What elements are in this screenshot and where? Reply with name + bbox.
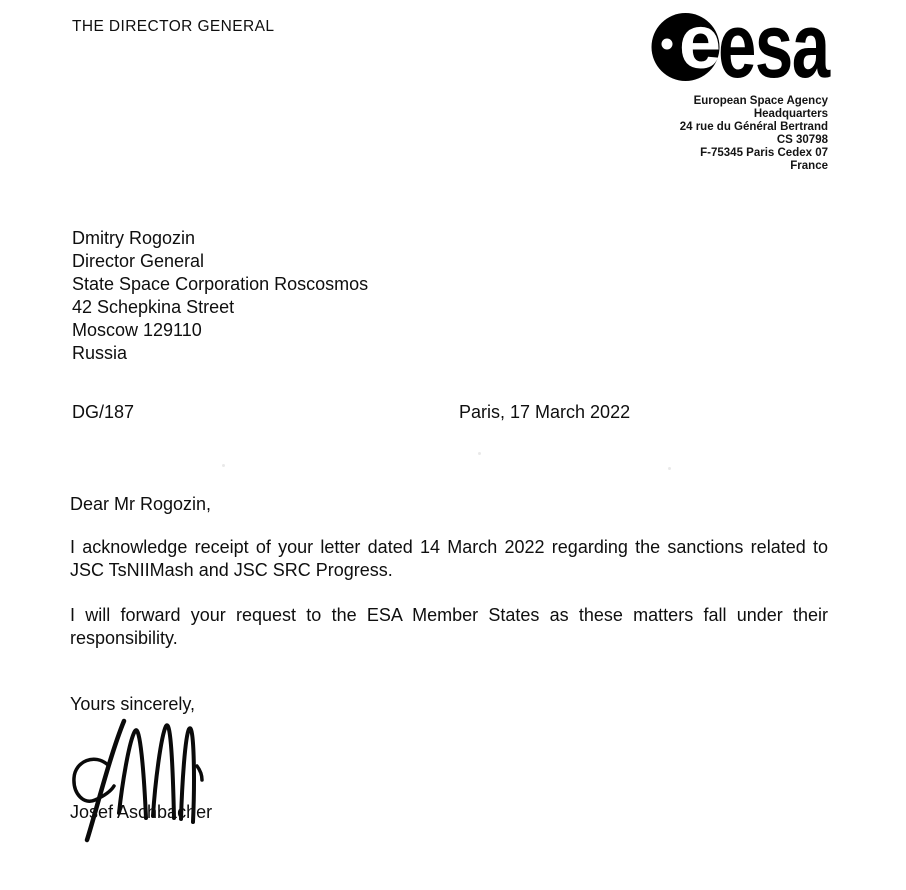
closing-phrase: Yours sincerely, <box>70 694 196 714</box>
recipient-title: Director General <box>72 251 205 271</box>
scan-artifact <box>478 452 481 455</box>
body-paragraph-2 <box>70 604 828 650</box>
agency-address-line: Headquarters <box>753 108 828 120</box>
body-paragraph-1 <box>70 536 828 582</box>
recipient-address-block <box>72 227 368 365</box>
svg-text:e: e <box>678 13 722 83</box>
recipient-country: Russia <box>72 343 128 363</box>
recipient-organization: State Space Corporation Roscosmos <box>72 274 369 294</box>
body-paragraph-2-line-1: I will forward your request to the ESA Member States as these matters fall under their <box>70 605 828 625</box>
dateline: Paris, 17 March 2022 <box>459 402 631 422</box>
agency-address-line: 24 rue du Général Bertrand <box>679 121 828 133</box>
scan-artifact <box>668 467 671 470</box>
recipient-name: Dmitry Rogozin <box>72 228 196 248</box>
reference-number: DG/187 <box>72 402 135 422</box>
scan-artifact <box>222 464 225 467</box>
handwritten-signature <box>55 703 220 848</box>
agency-address-line: CS 30798 <box>776 134 828 146</box>
salutation: Dear Mr Rogozin, <box>70 494 212 514</box>
esa-globe-icon <box>648 13 728 83</box>
recipient-street: 42 Schepkina Street <box>72 297 235 317</box>
body-paragraph-1-line-2: JSC TsNIIMash and JSC SRC Progress. <box>70 560 393 580</box>
agency-address-block <box>680 95 828 173</box>
signatory-name: Josef Aschbacher <box>70 802 213 822</box>
agency-address-line: F-75345 Paris Cedex 07 <box>700 147 828 159</box>
sender-title: THE DIRECTOR GENERAL <box>72 18 275 35</box>
recipient-city: Moscow 129110 <box>72 320 202 340</box>
body-paragraph-2-line-2: responsibility. <box>70 628 178 648</box>
esa-wordmark: esa <box>718 0 829 97</box>
agency-address-line: European Space Agency <box>693 95 828 107</box>
agency-address-line: France <box>790 160 828 172</box>
body-paragraph-1-line-1: I acknowledge receipt of your letter dated 14 March 2022 regarding the sanctions related to <box>70 537 828 557</box>
